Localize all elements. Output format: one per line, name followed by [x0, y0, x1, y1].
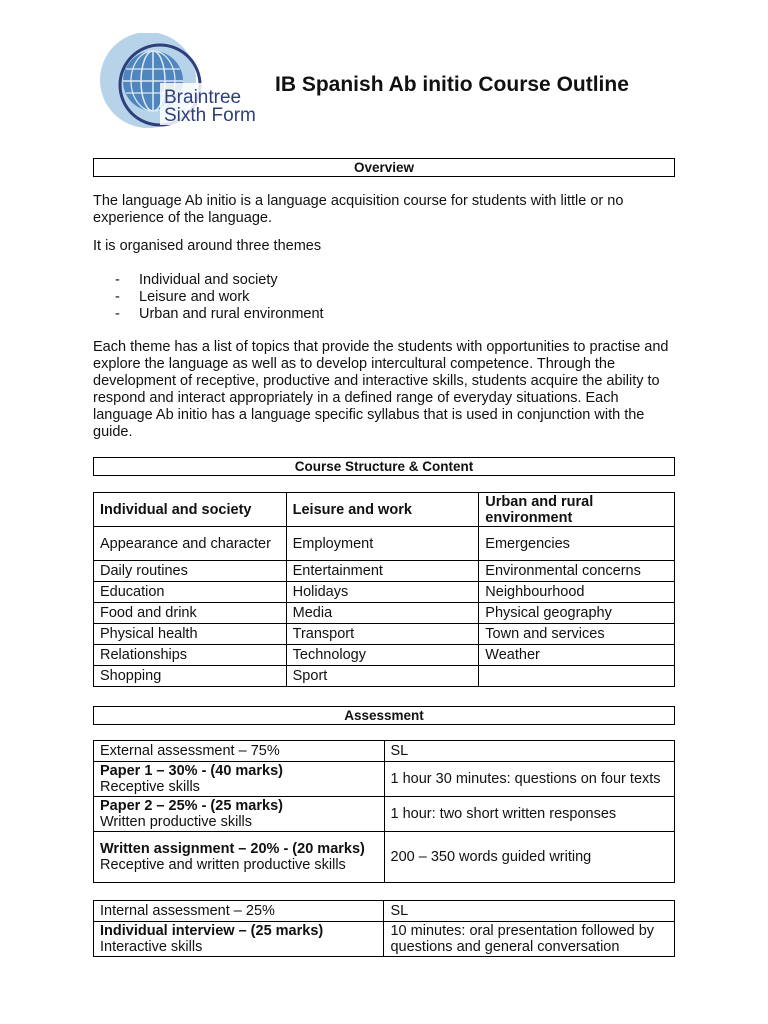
assessment-item-detail: 200 – 350 words guided writing	[384, 832, 674, 883]
table-cell: Appearance and character	[94, 527, 287, 561]
external-assessment-table	[93, 740, 675, 883]
assessment-item-title: Paper 2 – 25% - (25 marks)	[100, 798, 283, 814]
table-row	[94, 582, 675, 603]
level-label: SL	[384, 901, 675, 922]
table-cell: Town and services	[479, 624, 675, 645]
table-cell: Technology	[286, 645, 479, 666]
assessment-item-title: Paper 1 – 30% - (40 marks)	[100, 763, 283, 779]
assessment-item-skill: Receptive and written productive skills	[100, 857, 346, 873]
overview-heading: Overview	[93, 158, 675, 177]
overview-intro: The language Ab initio is a language acquisition course for students with little or no experience of the language.	[93, 193, 624, 226]
list-item: - Urban and rural environment	[115, 306, 324, 322]
table-cell: Education	[94, 582, 287, 603]
assessment-heading: Assessment	[93, 706, 675, 725]
table-cell: Sport	[286, 666, 479, 687]
table-cell: Physical health	[94, 624, 287, 645]
column-header: Individual and society	[94, 493, 287, 527]
logo-text-line1: Braintree	[164, 87, 242, 108]
course-structure-table	[93, 492, 675, 687]
page-title: IB Spanish Ab initio Course Outline	[275, 73, 629, 96]
table-row	[94, 832, 675, 883]
list-item: - Individual and society	[115, 272, 278, 288]
assessment-item-skill: Written productive skills	[100, 814, 253, 830]
table-cell: Daily routines	[94, 561, 287, 582]
assessment-item-title: Individual interview – (25 marks)	[100, 923, 324, 939]
internal-assessment-table	[93, 900, 675, 957]
table-cell: Employment	[286, 527, 479, 561]
table-cell: Emergencies	[479, 527, 675, 561]
table-row	[94, 922, 675, 957]
external-assessment-label: External assessment – 75%	[94, 741, 385, 762]
table-cell: Weather	[479, 645, 675, 666]
table-cell: Shopping	[94, 666, 287, 687]
internal-assessment-label: Internal assessment – 25%	[94, 901, 384, 922]
table-row	[94, 797, 675, 832]
overview-description: Each theme has a list of topics that provide the students with opportunities to practise and explore the language as well as to develop intercultural competence. Through the development of receptive, productive and interactive skills, students acquire the ability to respond and interact appropriately in a defined range of everyday situations. Each language Ab initio has a language specific syllabus that is used in conjunction with the guide.	[93, 339, 669, 440]
table-row	[94, 603, 675, 624]
assessment-item-detail: 10 minutes: oral presentation followed by questions and general conversation	[384, 922, 675, 957]
braintree-sixth-form-logo	[98, 33, 258, 143]
table-row	[94, 666, 675, 687]
table-cell: Neighbourhood	[479, 582, 675, 603]
table-cell: Entertainment	[286, 561, 479, 582]
table-row	[94, 741, 675, 762]
table-row	[94, 645, 675, 666]
table-row	[94, 527, 675, 561]
table-row	[94, 624, 675, 645]
column-header: Leisure and work	[286, 493, 479, 527]
list-item: - Leisure and work	[115, 289, 250, 305]
table-cell: Environmental concerns	[479, 561, 675, 582]
table-cell: Relationships	[94, 645, 287, 666]
assessment-item-detail: 1 hour 30 minutes: questions on four texts	[384, 762, 674, 797]
level-label: SL	[384, 741, 674, 762]
column-header: Urban and rural environment	[479, 493, 675, 527]
themes-intro: It is organised around three themes	[93, 238, 322, 254]
assessment-item-title: Written assignment – 20% - (20 marks)	[100, 841, 365, 857]
assessment-item-skill: Interactive skills	[100, 939, 203, 955]
table-row	[94, 762, 675, 797]
table-cell: Physical geography	[479, 603, 675, 624]
table-header-row	[94, 493, 675, 527]
course-structure-heading: Course Structure & Content	[93, 457, 675, 476]
assessment-item-detail: 1 hour: two short written responses	[384, 797, 674, 832]
themes-list	[115, 272, 324, 323]
assessment-item-skill: Receptive skills	[100, 779, 200, 795]
logo-text-line2: Sixth Form	[164, 105, 256, 126]
table-row	[94, 561, 675, 582]
table-cell: Media	[286, 603, 479, 624]
table-cell: Transport	[286, 624, 479, 645]
table-cell: Holidays	[286, 582, 479, 603]
table-row	[94, 901, 675, 922]
table-cell	[479, 666, 675, 687]
table-cell: Food and drink	[94, 603, 287, 624]
